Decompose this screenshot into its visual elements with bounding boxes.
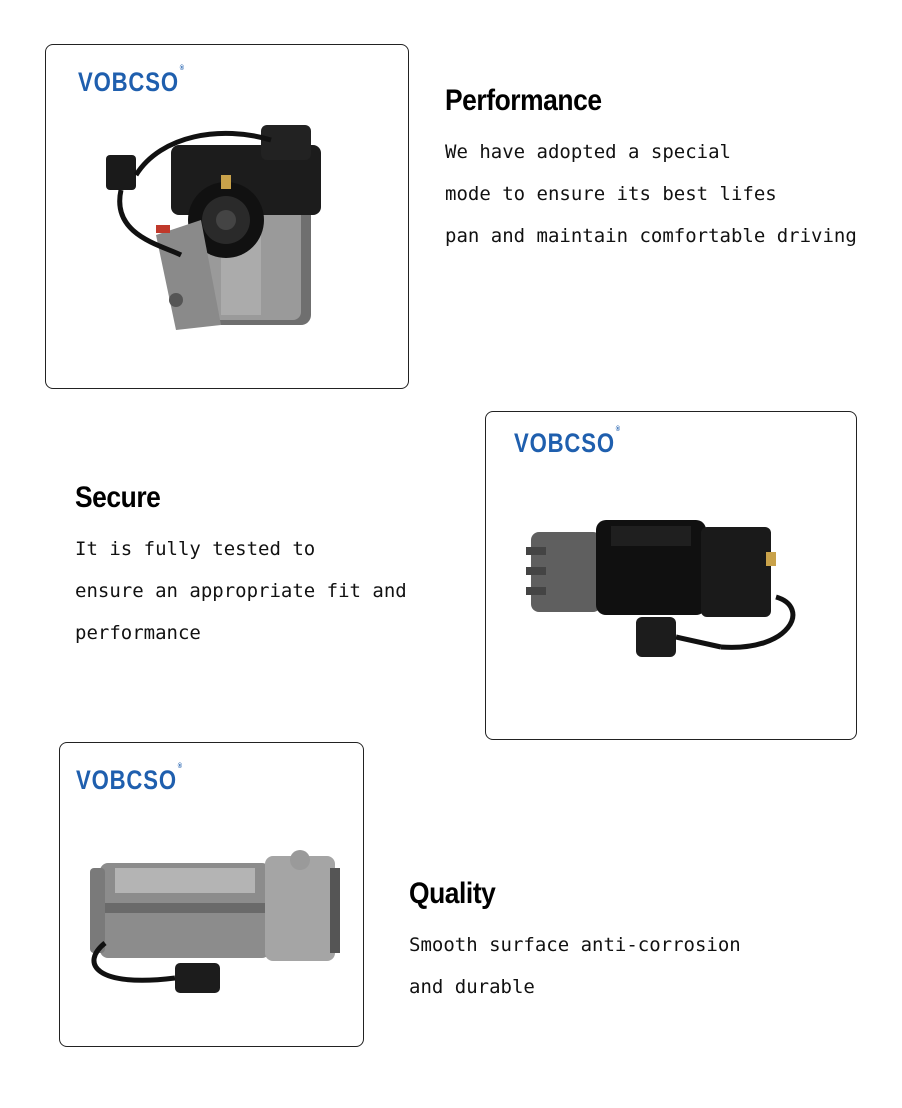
product-card-2 bbox=[485, 411, 857, 740]
product-card-1 bbox=[45, 44, 409, 389]
air-compressor-image bbox=[521, 512, 811, 672]
section-text-line: Smooth surface anti-corrosion bbox=[409, 934, 741, 956]
section-text-line: We have adopted a special bbox=[445, 141, 731, 163]
brand-logo: VOBCSO® bbox=[76, 763, 183, 795]
section-text-line: pan and maintain comfortable driving bbox=[445, 225, 857, 247]
brand-logo: VOBCSO® bbox=[514, 426, 621, 458]
section-text-line: and durable bbox=[409, 976, 535, 998]
section-text-line: performance bbox=[75, 622, 201, 644]
section-text-line: It is fully tested to bbox=[75, 538, 316, 560]
air-compressor-image bbox=[75, 848, 355, 998]
product-card-3 bbox=[59, 742, 364, 1047]
section-heading-quality: Quality bbox=[409, 877, 496, 910]
section-heading-performance: Performance bbox=[445, 84, 602, 117]
section-heading-secure: Secure bbox=[75, 481, 161, 514]
section-text-line: mode to ensure its best lifes bbox=[445, 183, 777, 205]
brand-logo: VOBCSO® bbox=[78, 65, 185, 97]
section-text-line: ensure an appropriate fit and bbox=[75, 580, 407, 602]
air-compressor-image bbox=[101, 115, 331, 345]
